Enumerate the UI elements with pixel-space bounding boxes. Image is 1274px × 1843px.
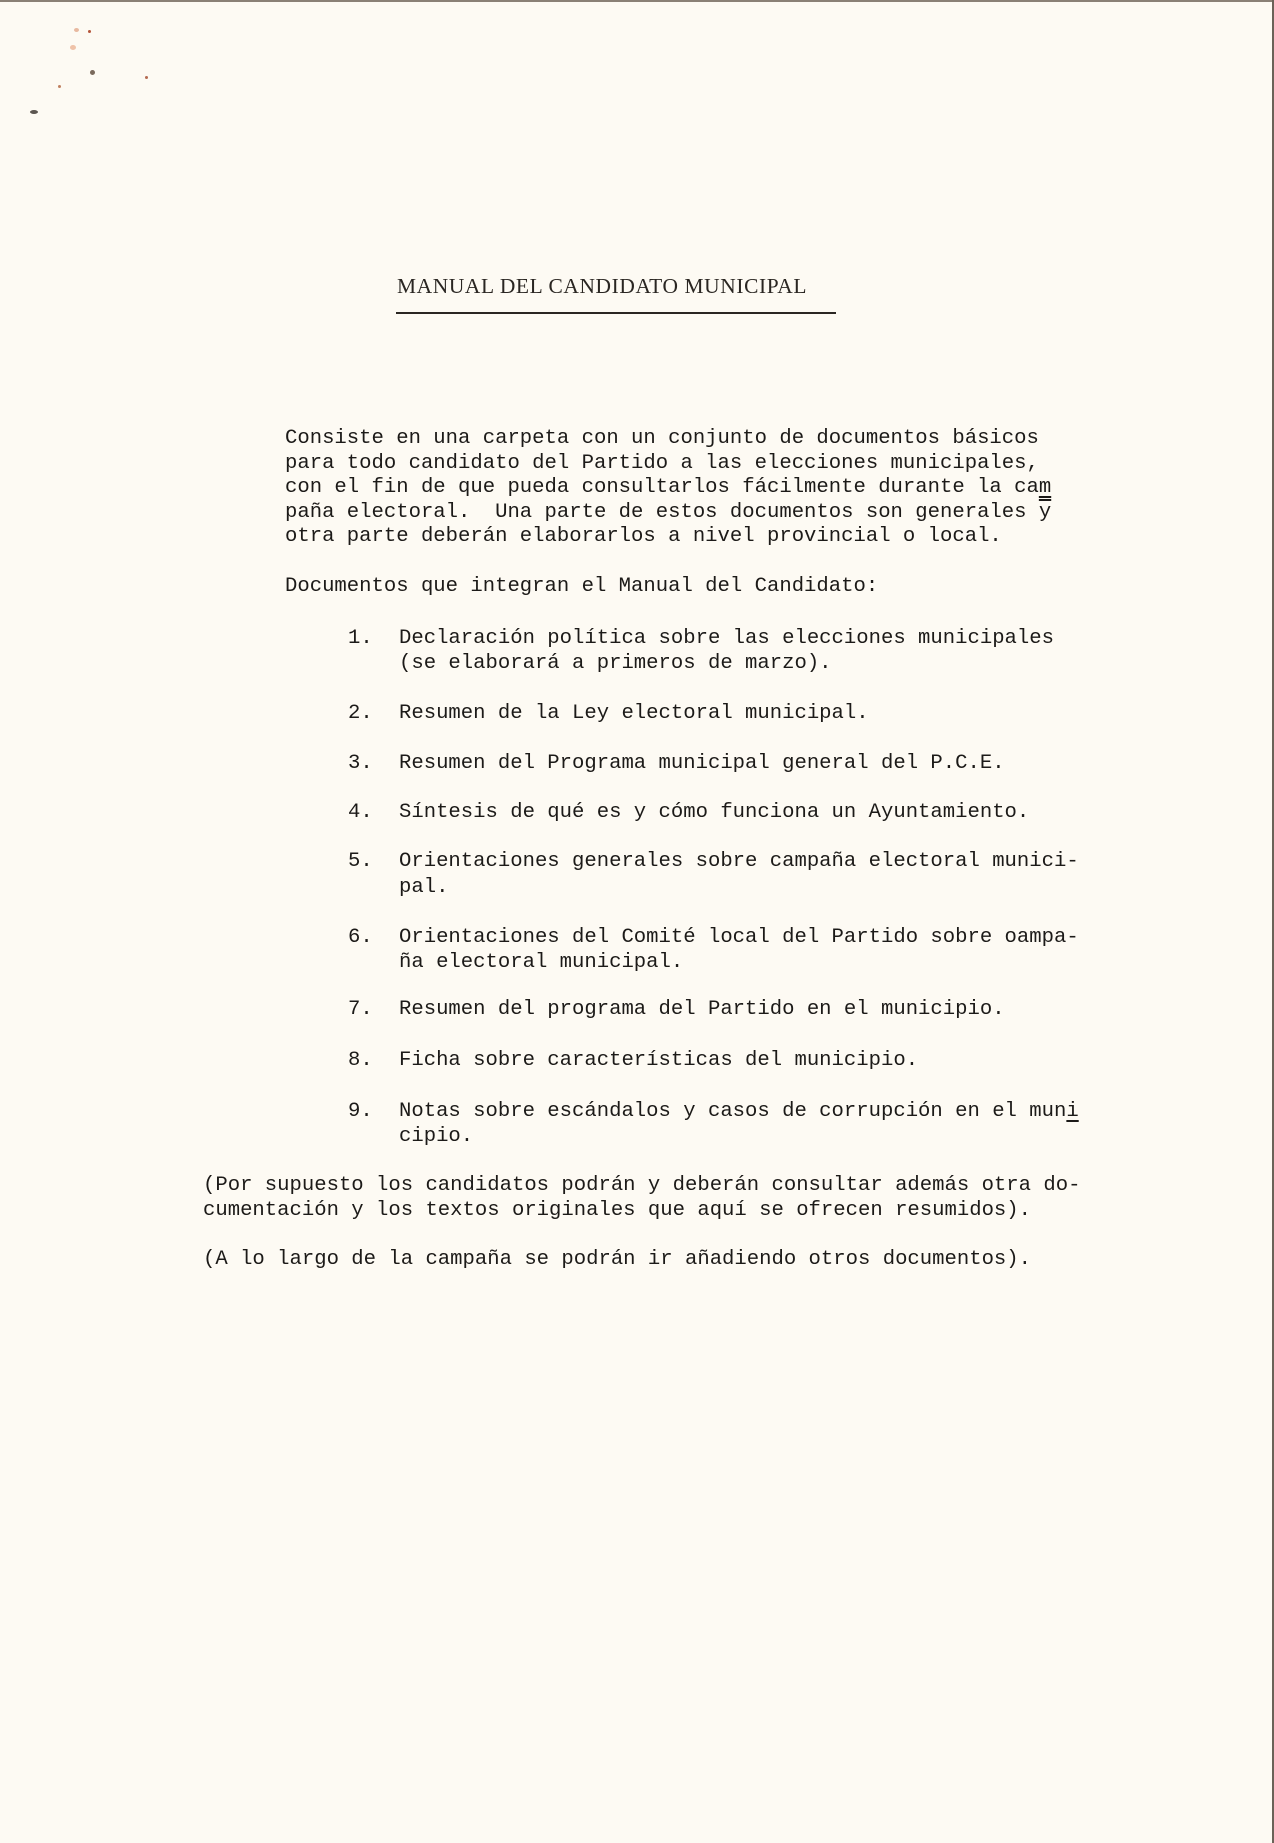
intro-line-text: paña electoral. Una parte de estos documentos son generales $\overline{y}$ <box>285 500 1052 524</box>
intro-line: Consiste en una carpeta con un conjunto de documentos básicos <box>285 427 1039 450</box>
scan-speck <box>30 110 38 114</box>
item-text: Ficha sobre características del municipio. <box>399 1049 919 1072</box>
item-text: Declaración política sobre las elecciones municipales <box>399 627 1054 650</box>
item-text <box>399 1100 1079 1125</box>
item-text: Orientaciones del Comité local del Partido sobre oampa- <box>399 926 1079 949</box>
document-title: MANUAL DEL CANDIDATO MUNICIPAL <box>397 274 808 298</box>
note-line: cumentación y los textos originales que aquí se ofrecen resumidos). <box>203 1199 1032 1222</box>
item-text: pal. <box>399 876 449 899</box>
item-number: 6. <box>348 926 373 949</box>
list-heading: Documentos que integran el Manual del Candidato: <box>285 575 879 598</box>
item-text: Resumen del Programa municipal general del P.C.E. <box>399 752 1005 775</box>
item-text: Orientaciones generales sobre campaña electoral munici- <box>399 850 1079 873</box>
scan-speck <box>145 76 148 79</box>
typewriter-mark: $\overline{y}$ <box>1038 500 1052 524</box>
scan-speck <box>58 85 61 88</box>
intro-line-text: con el fin de que pueda consultarlos fácilmente durante la cam <box>285 476 1052 499</box>
item-text: Resumen del programa del Partido en el municipio. <box>399 998 1005 1021</box>
item-text: (se elaborará a primeros de marzo). <box>399 651 832 675</box>
item-number: 5. <box>348 850 373 873</box>
note-line: (A lo largo de la campaña se podrán ir añadiendo otros documentos). <box>203 1248 1032 1271</box>
scan-speck <box>88 30 91 33</box>
title-underline <box>396 312 836 314</box>
intro-line: para todo candidato del Partido a las elecciones municipales, <box>285 451 1039 475</box>
item-text: Resumen de la Ley electoral municipal. <box>399 702 869 725</box>
item-number: 8. <box>348 1049 373 1072</box>
intro-line <box>285 476 1051 501</box>
typewriter-mark: i <box>1066 1100 1079 1123</box>
item-number: 7. <box>348 998 373 1021</box>
scan-speck <box>70 45 76 50</box>
typewriter-mark: m <box>1038 476 1052 499</box>
page-edge <box>0 0 1274 2</box>
item-text: ña electoral municipal. <box>399 951 684 974</box>
item-number: 2. <box>348 702 373 725</box>
scan-speck <box>90 70 95 75</box>
item-number: 9. <box>348 1100 373 1123</box>
note-line: (Por supuesto los candidatos podrán y deberán consultar además otra do- <box>203 1174 1081 1197</box>
item-number: 1. <box>348 627 373 650</box>
item-text-content: Notas sobre escándalos y casos de corrupción en el muni <box>399 1100 1079 1123</box>
item-number: 3. <box>348 752 373 775</box>
item-text: cipio. <box>399 1125 474 1148</box>
scan-speck <box>74 28 79 32</box>
intro-line: otra parte deberán elaborarlos a nivel provincial o local. <box>285 525 1002 548</box>
item-number: 4. <box>348 801 373 824</box>
intro-line <box>285 501 1051 526</box>
item-text: Síntesis de qué es y cómo funciona un Ayuntamiento. <box>399 801 1030 824</box>
